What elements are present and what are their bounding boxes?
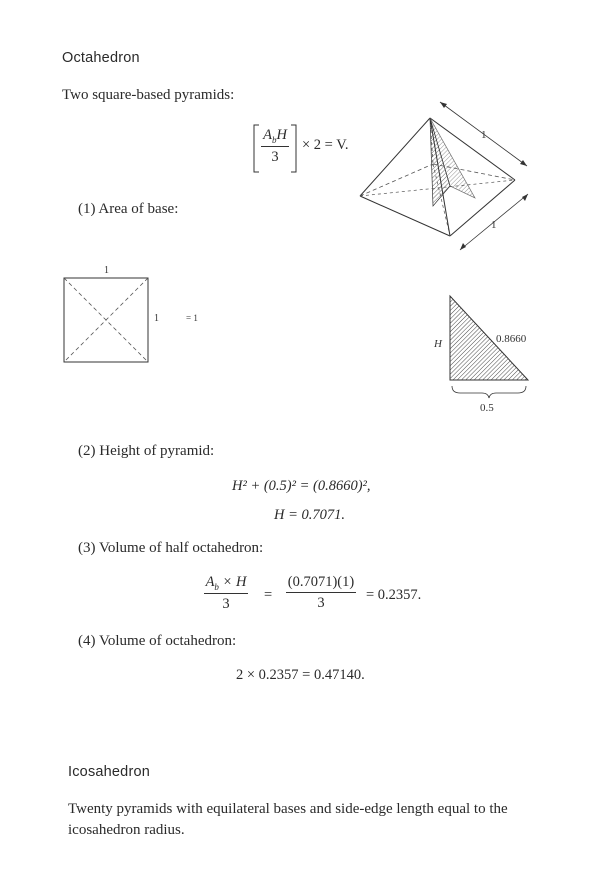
octahedron-intro: Two square-based pyramids: (62, 87, 235, 103)
step-1-label: (1) Area of base: (78, 201, 179, 217)
height-equation-line2: H = 0.7071. (274, 507, 346, 523)
edge-label-bottom: 1 (491, 219, 497, 231)
section-title-icosahedron: Icosahedron (68, 764, 151, 780)
square-area-equals: = 1 (186, 313, 198, 323)
icosahedron-text-line1: Twenty pyramids with equilateral bases and side-edge length equal to the (68, 801, 508, 817)
half-volume-fraction-1: $\frac{A_b \times H}{3}$ (205, 574, 247, 612)
edge-label-top: 1 (481, 129, 487, 141)
triangle-base-label: 0.5 (480, 402, 494, 412)
icosahedron-text-line2: icosahedron radius. (68, 822, 185, 838)
step-3-label: (3) Volume of half octahedron: (78, 540, 264, 556)
triangle-hypotenuse-label: 0.8660 (496, 333, 527, 345)
square-top-label: 1 (104, 265, 109, 276)
step-2-label: (2) Height of pyramid: (78, 443, 215, 459)
square-base-diagram (58, 262, 228, 370)
height-equation-line1: H² + (0.5)² = (0.8660)², (232, 478, 371, 494)
formula-fraction: $A_bH$ 3 (263, 127, 287, 165)
half-volume-equation (196, 574, 446, 624)
octahedron-pyramid-diagram (355, 98, 535, 258)
full-volume-equation: 2 × 0.2357 = 0.47140. (236, 667, 365, 683)
triangle-height-label: H (434, 338, 442, 350)
section-title-octahedron: Octahedron (62, 50, 140, 66)
square-side-label: 1 (154, 313, 159, 324)
height-triangle-diagram (428, 290, 548, 412)
step-4-label: (4) Volume of octahedron: (78, 633, 237, 649)
half-volume-result: = 0.2357. (366, 587, 422, 603)
formula-tail: × 2 = V. (302, 137, 349, 153)
half-volume-fraction-2: $\frac{(0.7071)(1)}{3}$ (287, 574, 355, 611)
pyramid-volume-formula (252, 123, 372, 173)
half-volume-equals-1: = (264, 587, 273, 603)
